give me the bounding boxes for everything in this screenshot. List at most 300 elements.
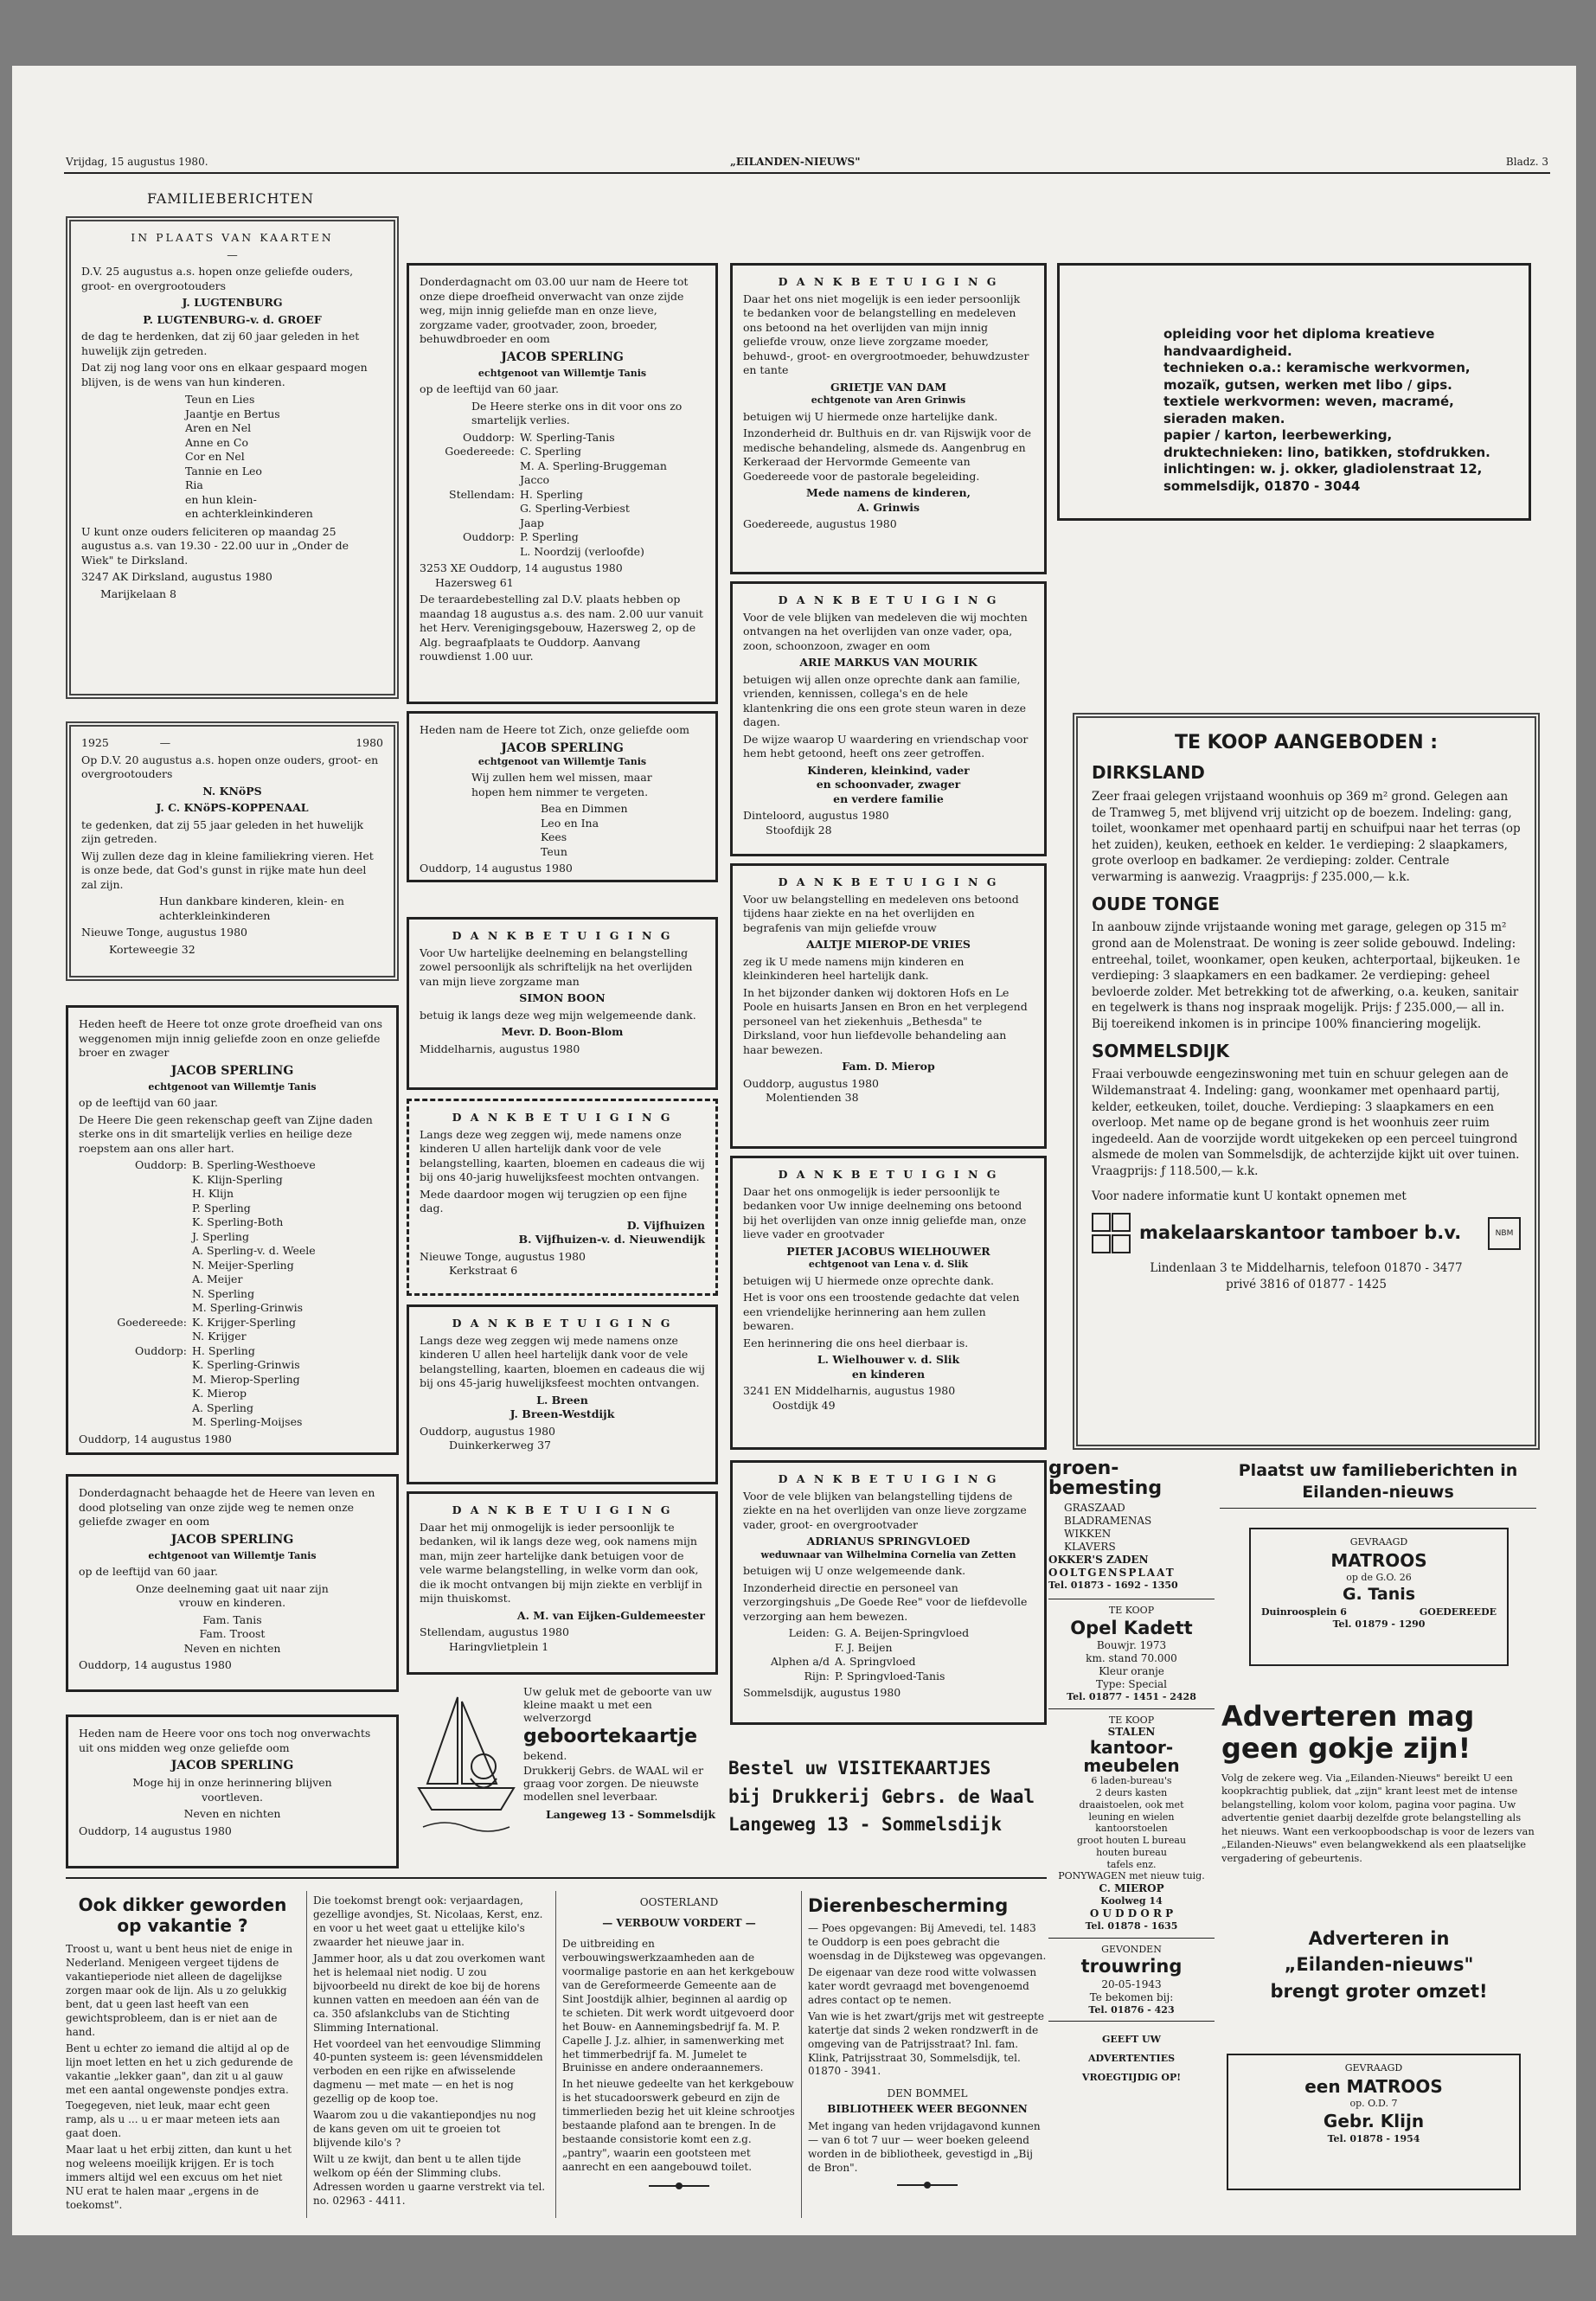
ad-signature: Fam. Troost: [199, 1627, 266, 1641]
thanks-mierop: [730, 863, 1047, 1149]
property-description: Fraai verbouwde eengezinswoning met tuin en schuur gelegen aan de Wildemanstraat 4. Indeling: gang, woonkamer met openhaard partij, kelder, eetkeuken, toilet, douche. Verdieping: 3 slaapkamers en een overloop. Met name op de begane grond is het woonhuis zeer ruim ingedeeld. Aan de voorzijde wordt uitgekeken op een perceel tuingrond alsmede de molen van Sommelsdijk, de achterzijde kijkt uit over tuinen. Vraagprijs: ƒ 118.500,— k.k.: [1092, 1067, 1520, 1179]
family-member: G. Sperling-Verbiest: [520, 502, 630, 516]
family-member: H. Sperling: [520, 487, 583, 501]
ad-text: Daar het ons onmogelijk is ieder persoonlijk te bedanken voor Uw innige deelneming ons betoond bij het overlijden van onze innig geliefde man, onze lieve vader en grootvader: [743, 1184, 1027, 1240]
ad-intro: Heden heeft de Heere tot onze grote droefheid van ons weggenomen mijn innig geliefde zoon en onze geliefde broer en zwager: [79, 1017, 383, 1059]
ad-title: kantoor-: [1089, 1737, 1174, 1759]
ad-subtitle: weduwnaar van Wilhelmina Cornelia van Zetten: [760, 1548, 1016, 1561]
family-place: Stellendam:: [449, 487, 515, 501]
list-item: BLADRAMENAS: [1064, 1515, 1152, 1528]
ad-text: Dat zij nog lang voor ons en elkaar gespaard mogen blijven, is de wens van hun kinderen.: [81, 361, 368, 388]
ad-text: De teraardebestelling zal D.V. plaats hebben op maandag 18 augustus a.s. des nam. 2.00 uur vanuit het Herv. Verenigingsgebouw, Hazersweg 2, op de Alg. begraafplaats te Ouddorp. Aanvang rouwdienst 1.00 uur.: [420, 593, 703, 663]
obituary-sperling-4: [407, 711, 718, 882]
slogan-line: brengt groter omzet!: [1270, 1980, 1488, 2002]
ad-line: Type: Special: [1096, 1677, 1167, 1690]
ad-town: OOLTGENSPLAAT: [1048, 1567, 1176, 1580]
news-rule: [66, 1877, 1047, 1879]
ad-text: De wijze waarop U waardering en vriendschap voor hem hebt getoond, heeft ons zeer getroffen.: [743, 732, 1029, 760]
ad-title: meubelen: [1083, 1755, 1180, 1777]
thanks-grinwis: [730, 263, 1047, 574]
ad-intro: Heden nam de Heere voor ons toch nog onverwachts uit ons midden weg onze geliefde oom: [79, 1727, 371, 1754]
article-title: Dierenbescherming: [808, 1895, 1009, 1916]
promo-title: Adverteren mag geen gokje zijn!: [1221, 1700, 1475, 1765]
article-paragraph: Het voordeel van het eenvoudige Slimming 40-punten systeem is: geen lévensmiddelen verboden en een rijke en afwisselende dagmenu — met mate — en het is nog gezellig op de koop toe.: [313, 2037, 543, 2106]
property-description: Zeer fraai gelegen vrijstaand woonhuis op 369 m² grond. Gelegen aan de Tramweg 5, met blijvend vrij uitzicht op de boezem. Indeling: gang, toilet, woonkamer met openhaard partij en schuifpui naar het terras (op het zuiden), keuken, eethoek en kelder. 1e verdieping: 2 slaapkamers, grote overloop en badkamer. 2e verdieping: zolder. Centrale verwarming is aanwezig. Vraagprijs: ƒ 235.000,— k.k.: [1092, 789, 1521, 885]
ad-intro: Donderdagnacht behaagde het de Heere van leven en dood plotseling van onze zijde weg te nemen onze geliefde zwager en oom: [79, 1486, 375, 1528]
broker-address: Lindenlaan 3 te Middelharnis, telefoon 01870 - 3477: [1150, 1261, 1463, 1276]
ad-line: kantoorstoelen: [1095, 1823, 1168, 1835]
ad-title: geboortekaartje: [523, 1726, 698, 1747]
ad-signature: Neven en nichten: [183, 1807, 281, 1821]
broker-logo-row: [1092, 1213, 1521, 1253]
paper-name: „EILANDEN-NIEUWS": [730, 156, 861, 168]
ad-subtitle: echtgenoot van Lena v. d. Slik: [808, 1259, 969, 1270]
ad-kicker: GEVRAAGD: [1349, 1536, 1408, 1548]
family-member: K. Mierop: [192, 1387, 247, 1400]
family-member: K. Sperling-Grinwis: [192, 1358, 300, 1372]
column-rule: [306, 1891, 307, 2218]
small-ads-column: [1048, 1458, 1215, 2096]
end-ornament-icon: [649, 2182, 709, 2190]
ad-text: Wij zullen hem wel missen, maar hopen hem nimmer te vergeten.: [471, 771, 652, 798]
logo-square: [1112, 1234, 1131, 1253]
list-item: KLAVERS: [1064, 1541, 1116, 1554]
family-notices-promo: Plaatst uw familieberichten in Eilanden-nieuws: [1220, 1460, 1536, 1509]
ad-text: Langs deze weg zeggen wij, mede namens onze kinderen U allen hartelijk dank voor de vele belangstelling, kaarten, bloemen en cadeaus die wij bij ons 40-jarig huwelijksfeest mochten ontvangen.: [420, 1127, 705, 1183]
family-member: M. Sperling-Grinwis: [192, 1301, 304, 1315]
article-paragraph: Die toekomst brengt ook: verjaardagen, gezellige avondjes, St. Nicolaas, Kerst, enz. en voor u het weet gaat u ettelijke kilo's zwaarder het nieuwe jaar in.: [313, 1894, 543, 1948]
ad-title: trouwring: [1080, 1956, 1183, 1977]
ad-kicker: GEVONDEN: [1101, 1943, 1162, 1955]
ad-line: houten bureau: [1096, 1846, 1167, 1858]
ad-signature: en kinderen: [851, 1367, 926, 1381]
office-furniture-ad: [1048, 1709, 1215, 1939]
family-member: B. Sperling-Westhoeve: [192, 1158, 316, 1172]
year-start: 1925: [81, 736, 109, 749]
ad-title: groen-: [1048, 1458, 1119, 1479]
ad-name: JACOB SPERLING: [501, 740, 624, 755]
ad-name: JACOB SPERLING: [170, 1063, 294, 1078]
list-item: Teun: [541, 844, 567, 858]
list-item: Jaantje en Bertus: [185, 407, 280, 420]
article-paragraph: De eigenaar van deze rood witte volwassen kater wordt gevraagd met bovengenoemd adres contact op te nemen.: [808, 1965, 1037, 2006]
ad-phone: Tel. 01877 - 1451 - 2428: [1067, 1690, 1196, 1702]
family-member: P. Sperling: [192, 1201, 251, 1215]
ad-signature: en verdere familie: [833, 792, 944, 805]
ad-address: [1261, 1606, 1497, 1619]
ad-subtitle: echtgenote van Aren Grinwis: [811, 394, 966, 406]
article-paragraph: De uitbreiding en verbouwingswerkzaamheden aan de voormalige pastorie en aan het kerkgebouw van de Gereformeerde Gemeente aan de Sint Joostdijk alhier, beginnen al aardig op te schieten. Dit werk wordt uitgevoerd door het Bouw- en Aannemingsbedrijf fa. M. P. Capelle J. J.z. alhier, in samenwerking met het timmerbedrijf fa. M. Jumelet te Bruinisse en andere onderaannemers.: [562, 1937, 795, 2074]
ad-name: G. Tanis: [1342, 1585, 1416, 1605]
family-group: [743, 1626, 1034, 1655]
ad-age: op de leeftijd van 60 jaar.: [79, 1565, 218, 1579]
article-title: — VERBOUW VORDERT —: [602, 1916, 756, 1929]
ad-kicker: TE KOOP: [1108, 1714, 1155, 1726]
ad-name: J. LUGTENBURG: [182, 296, 283, 309]
ad-age: op de leeftijd van 60 jaar.: [79, 1096, 218, 1110]
wanted-matroos-tanis: [1249, 1528, 1509, 1666]
ad-signature: C. MIEROP: [1099, 1882, 1164, 1895]
list-item: Tannie en Leo: [185, 464, 262, 478]
section-title: FAMILIEBERICHTEN: [147, 190, 314, 207]
ad-subtitle: echtgenoot van Willemtje Tanis: [148, 1549, 317, 1561]
obituary-sperling-main: [407, 263, 718, 704]
article-paragraph: Wilt u ze kwijt, dan bent u te allen tijde welkom op één der Slimming clubs. Adressen worden u gaarne verstrekt via tel. no. 02963 - 4411.: [313, 2153, 546, 2208]
ad-text: Drukkerij Gebrs. de WAAL wil er graag voor zorgen. De nieuwste modellen snel leverbaar.: [523, 1764, 704, 1803]
ad-text: Voor nadere informatie kunt U kontakt opnemen met: [1092, 1189, 1407, 1203]
ad-address: Langeweg 13 - Sommelsdijk: [546, 1808, 715, 1821]
ad-name: J. C. KNöPS-KOPPENAAL: [156, 801, 309, 814]
ad-phone: Tel. 01878 - 1954: [1327, 2132, 1420, 2144]
ad-text: Voor Uw hartelijke deelneming en belangstelling zowel persoonlijk als schriftelijk na het overlijden van mijn lieve zorgzame man: [420, 945, 693, 988]
address-street: Duinroosplein 6: [1261, 1606, 1347, 1618]
family-member: Jacco: [520, 473, 549, 487]
ad-line: technieken o.a.: keramische werkvormen, mozaïk, gutsen, werken met libo / gips.: [1163, 360, 1471, 393]
ad-text: In het bijzonder danken wij doktoren Hofs en Le Poole en huisarts Jansen en Bron en het verplegend personeel van het ziekenhuis „Bethesda" te Dirksland, voor hun liefdevolle behandeling aan haar bewezen.: [743, 985, 1028, 1056]
ad-signature: A. M. van Eijken-Guldemeester: [516, 1608, 705, 1622]
broker-logo-icon: [1092, 1213, 1129, 1253]
ad-name: GRIETJE VAN DAM: [830, 380, 947, 394]
family-member: K. Sperling-Both: [192, 1215, 284, 1229]
year-range: [81, 736, 383, 751]
ad-line: Bestel uw VISITEKAARTJES: [728, 1758, 991, 1779]
ad-text: Onze deelneming gaat uit naar zijn vrouw en kinderen.: [136, 1581, 329, 1610]
ad-text: betuigen wij U hiermede onze hartelijke dank.: [743, 409, 998, 423]
birth-card-text: [523, 1683, 715, 1826]
ad-text: Daar het ons niet mogelijk is een ieder persoonlijk te bedanken voor de belangstelling en medeleven ons betoond na het overlijden van mijn innig geliefde vrouw, onze lieve zorgzame moeder, behuwd-, groot- en overgrootmoeder, behuwdzuster en tante: [743, 292, 1029, 376]
list-item: Anne en Co: [185, 435, 249, 449]
ad-subtitle: STALEN: [1107, 1726, 1156, 1739]
ad-text: Uw geluk met de geboorte van uw kleine maakt u met een welverzorgd: [523, 1685, 712, 1724]
ad-signature: A. Grinwis: [856, 500, 920, 514]
article-paragraph: Jammer hoor, als u dat zou overkomen want het is helemaal niet nodig. U zou bijvoorbeeld nu direkt de koe bij de horens kunnen vatten en meedoen aan één van de ca. 350 afslankclubs van de Stichting Slimming International.: [313, 1952, 546, 2034]
ad-text: de dag te herdenken, dat zij 60 jaar geleden in het huwelijk zijn getreden.: [81, 330, 360, 357]
ad-text: De Heere Die geen rekenschap geeft van Zijne daden sterke ons in dit smartelijk verlies en heilige deze roepstem aan ons aller hart.: [79, 1112, 373, 1155]
ad-text: betuig ik langs deze weg mijn welgemeende dank.: [420, 1008, 696, 1022]
ad-intro: Donderdagnacht om 03.00 uur nam de Heere tot onze diepe droefheid onverwacht van onze zijde weg, mijn innig geliefde man en onze lieve, zorgzame vader, grootvader, zoon, broeder, behuwdbroeder en oom: [420, 275, 689, 345]
ad-text: bekend.: [523, 1749, 567, 1762]
slogan-line: „Eilanden-nieuws": [1284, 1954, 1474, 1976]
family-group: [420, 488, 705, 531]
column-rule: [555, 1891, 556, 2218]
ad-address: 3247 AK Dirksland, augustus 1980: [81, 570, 272, 583]
ad-intro: Heden nam de Heere tot Zich, onze geliefde oom: [420, 723, 689, 736]
ad-line: Bouwjr. 1973: [1096, 1638, 1167, 1651]
ad-signature: Hun dankbare kinderen, klein- en achterkleinkinderen: [159, 894, 344, 922]
family-member: H. Klijn: [192, 1187, 234, 1201]
obituary-sperling-1: [66, 1005, 399, 1455]
family-names: [192, 1344, 302, 1430]
divider: —: [227, 247, 238, 261]
ad-head: D A N K B E T U I G I N G: [778, 275, 999, 288]
ad-address: Sommelsdijk, augustus 1980: [743, 1686, 901, 1700]
family-group: [420, 530, 705, 559]
ad-text: Inzonderheid dr. Bulthuis en dr. van Rijswijk voor de medische behandeling, alsmede ds. Aangenbrug en Kerkeraad der Hervormde Gemeente van Goedereede voor de pastorale begeleiding.: [743, 426, 1032, 483]
ad-address: 3253 XE Ouddorp, 14 augustus 1980: [420, 561, 623, 575]
article-dateline: OOSTERLAND: [639, 1896, 719, 1908]
ad-name: AALTJE MIEROP-DE VRIES: [806, 938, 971, 951]
ad-signature: Fam. Tanis: [202, 1612, 262, 1626]
ad-address: Ouddorp, augustus 1980: [743, 1076, 879, 1090]
birth-card-ad: [407, 1680, 718, 1853]
ad-address: Middelharnis, augustus 1980: [420, 1042, 580, 1055]
ad-intro: Op D.V. 20 augustus a.s. hopen onze ouders, groot- en overgrootouders: [81, 753, 379, 780]
ad-business: OKKER'S ZADEN: [1048, 1554, 1149, 1567]
town-heading: DIRKSLAND: [1092, 762, 1205, 784]
thanks-springvloed: [730, 1460, 1047, 1725]
thanks-van-eijken: [407, 1491, 718, 1675]
article-paragraph: Waarom zou u die vakantiepondjes nu nog de kans geven om uit te groeien tot blijvende kilo's ?: [313, 2109, 536, 2150]
ad-line: opleiding voor het diploma kreatieve handvaardigheid.: [1163, 326, 1435, 359]
ad-address: Koolweg 14: [1100, 1895, 1163, 1907]
ad-address: Ouddorp, augustus 1980: [420, 1424, 555, 1438]
family-member: A. Meijer: [192, 1272, 243, 1286]
ad-text: Een herinnering die ons heel dierbaar is.: [743, 1336, 969, 1349]
column-rule: [801, 1891, 802, 2218]
family-member: K. Klijn-Sperling: [192, 1172, 283, 1186]
ad-line: textiele werkvormen: weven, macramé, sieraden maken.: [1163, 394, 1454, 426]
ad-title: bemesting: [1048, 1477, 1163, 1500]
ad-head: IN PLAATS VAN KAARTEN: [131, 231, 334, 244]
ad-text: Inzonderheid directie en personeel van verzorgingshuis „De Goede Ree" voor de liefdevolle verzorging aan hem bewezen.: [743, 1580, 1028, 1623]
ad-text: betuigen wij U onze welgemeende dank.: [743, 1564, 966, 1578]
family-place: Ouddorp:: [134, 1343, 187, 1357]
ad-address: Duinkerkerweg 37: [449, 1439, 551, 1452]
dash: —: [159, 736, 171, 749]
ad-subtitle: echtgenoot van Willemtje Tanis: [478, 755, 647, 767]
ad-line: PONYWAGEN met nieuw tuig.: [1058, 1870, 1205, 1882]
family-member: M. A. Sperling-Bruggeman: [520, 458, 667, 472]
anniversary-knops: [66, 721, 399, 981]
ad-address: Nieuwe Tonge, augustus 1980: [420, 1249, 586, 1263]
ad-line: inlichtingen: w. j. okker, gladiolenstraat 12, sommelsdijk, 01870 - 3044: [1163, 461, 1483, 494]
family-group: [79, 1158, 386, 1316]
family-group: [79, 1344, 386, 1430]
family-place: Goedereede:: [445, 445, 515, 458]
family-member: N. Meijer-Sperling: [192, 1258, 294, 1272]
ad-signature: en schoonvader, zwager: [816, 778, 961, 791]
list-item: en achterkleinkinderen: [185, 507, 313, 520]
anniversary-lugtenburg: [66, 216, 399, 699]
ad-subtitle: echtgenoot van Willemtje Tanis: [478, 367, 647, 379]
ad-address: Stellendam, augustus 1980: [420, 1625, 569, 1638]
ad-line: Te bekomen bij:: [1089, 1990, 1174, 2003]
list-item: Kees: [541, 830, 567, 844]
nbm-badge-icon: NBM: [1488, 1217, 1521, 1250]
ad-line: ADVERTENTIES: [1087, 2053, 1176, 2065]
ad-subtitle: op. O.D. 7: [1349, 2097, 1398, 2109]
ad-kicker: TE KOOP: [1108, 1604, 1155, 1616]
real-estate-ad: [1073, 713, 1540, 1450]
logo-square: [1092, 1234, 1111, 1253]
advertising-promo: [1221, 1701, 1535, 1865]
ad-address: Haringvlietplein 1: [449, 1639, 549, 1653]
newspaper-page: [12, 66, 1576, 2235]
ad-title: TE KOOP AANGEBODEN :: [1174, 732, 1439, 753]
ad-line: leuning en wielen: [1088, 1811, 1175, 1823]
item-list: [1048, 1502, 1215, 1554]
ad-name: JACOB SPERLING: [501, 349, 624, 364]
thanks-breen: [407, 1304, 718, 1484]
article-dierenbescherming: [808, 1894, 1047, 2189]
family-member: K. Krijger-Sperling: [192, 1315, 297, 1329]
logo-square: [1112, 1213, 1131, 1232]
family-member: F. J. Beijen: [835, 1640, 893, 1654]
ad-line: 6 laden-bureau's: [1091, 1775, 1172, 1787]
thanks-wielhouwer: [730, 1156, 1047, 1450]
ad-address: Ouddorp, 14 augustus 1980: [79, 1823, 232, 1837]
ad-address: Goedereede, augustus 1980: [743, 517, 897, 531]
family-group: [420, 445, 705, 488]
ad-line: 20-05-1943: [1101, 1977, 1162, 1990]
ad-signature: J. Breen-Westdijk: [510, 1407, 615, 1420]
ad-title: Opel Kadett: [1070, 1617, 1193, 1638]
ad-text: betuigen wij U hiermede onze oprechte dank.: [743, 1273, 994, 1287]
ad-age: op de leeftijd van 60 jaar.: [420, 382, 559, 396]
broker-name: makelaarskantoor tamboer b.v.: [1139, 1222, 1462, 1244]
town-heading: SOMMELSDIJK: [1092, 1040, 1230, 1061]
ad-line: groot houten L bureau: [1076, 1835, 1187, 1847]
ad-address: Ouddorp, 14 augustus 1980: [420, 862, 573, 875]
ad-name: ARIE MARKUS VAN MOURIK: [799, 656, 977, 669]
ad-text: zeg ik U mede namens mijn kinderen en kleinkinderen heel hartelijk dank.: [743, 954, 965, 982]
ad-name: SIMON BOON: [519, 991, 606, 1004]
family-member: H. Sperling: [192, 1343, 255, 1357]
thanks-van-mourik: [730, 581, 1047, 856]
ad-head: D A N K B E T U I G I N G: [452, 1111, 673, 1124]
ad-phone: Tel. 01876 - 423: [1088, 2003, 1175, 2016]
ad-signature: L. Breen: [536, 1393, 588, 1407]
ad-text: betuigen wij allen onze oprechte dank aan familie, vrienden, kennissen, collega's en de hele klantenkring die ons een grote steun waren in deze dagen.: [743, 672, 1027, 728]
ad-subtitle: echtgenoot van Willemtje Tanis: [148, 1080, 317, 1093]
ad-line: draaistoelen, ook met: [1079, 1798, 1184, 1811]
ad-name: JACOB SPERLING: [170, 1532, 294, 1547]
ad-head: D A N K B E T U I G I N G: [452, 1503, 673, 1516]
ad-signature: B. Vijfhuizen-v. d. Nieuwendijk: [518, 1233, 705, 1246]
ad-address: Korteweegie 32: [109, 942, 195, 956]
ad-head: D A N K B E T U I G I N G: [778, 875, 999, 888]
article-paragraph: In het nieuwe gedeelte van het kerkgebouw is het stucadoorswerk gebeurd en zijn de timmerlieden bezig het uit kleine schrootjes bestaande plafond aan te brengen. In de bestaande consistorie komt een z.g. „pantry", waarin een gootsteen met aanrecht en een aangebouwd toilet.: [562, 2078, 795, 2174]
article-paragraph: Van wie is het zwart/grijs met wit gestreepte katertje dat sinds 2 weken rondzwerft in de omgeving van de Patrijsstraat? Inl. fam. Klink, Patrijsstraat 30, Sommelsdijk, tel. 01870 - 3941.: [808, 2009, 1045, 2078]
end-ornament-icon: [897, 2181, 958, 2189]
ad-head: D A N K B E T U I G I N G: [778, 1472, 999, 1485]
article-dikker-geworden: [66, 1894, 299, 2215]
early-submission-note: [1048, 2022, 1215, 2096]
list-item: GRASZAAD: [1064, 1502, 1125, 1515]
article-paragraph: Toegegeven, niet leuk, maar echt geen ramp, als u ... u er maar meteen iets aan gaat doen.: [66, 2099, 280, 2140]
ad-address: Ouddorp, 14 augustus 1980: [79, 1432, 232, 1445]
family-place: Ouddorp:: [134, 1158, 187, 1172]
ad-text: Het is voor ons een troostende gedachte dat velen een vriendelijke herinnering aan hem zullen bewaren.: [743, 1291, 1020, 1333]
ad-line: tafels enz.: [1106, 1858, 1157, 1870]
ad-head: D A N K B E T U I G I N G: [452, 929, 673, 942]
ad-line: GEEFT UW: [1102, 2034, 1161, 2046]
ad-signature: Fam. D. Mierop: [842, 1060, 935, 1073]
ad-text: De Heere sterke ons in dit voor ons zo smartelijk verlies.: [471, 399, 683, 427]
opel-kadett-ad: [1048, 1599, 1215, 1709]
list-item: Leo en Ina: [541, 816, 599, 830]
ad-phone: Tel. 01879 - 1290: [1332, 1618, 1426, 1631]
family-names: [192, 1316, 296, 1344]
family-member: A. Sperling-v. d. Weele: [192, 1244, 316, 1258]
ad-signature: Mede namens de kinderen,: [806, 486, 971, 500]
list-item: Bea en Dimmen: [541, 802, 628, 816]
family-member: N. Krijger: [192, 1330, 247, 1343]
promo-text: Volg de zekere weg. Via „Eilanden-Nieuws" bereikt U een koopkrachtig publiek, dat „zijn" krant leest met de intense belangstelling, kolom voor kolom, pagina voor pagina. Uw advertentie geniet daarbij dezelfde grote belangstelling als het nieuws. Want een verkoopboodschap is voor de lezers van „Eilanden-Nieuws" even belangwekkend als een plaatselijke vergadering of gebeurtenis.: [1221, 1771, 1535, 1864]
family-member: A. Springvloed: [835, 1655, 916, 1669]
ad-signature: L. Wielhouwer v. d. Slik: [817, 1353, 960, 1367]
obituary-sperling-2: [66, 1474, 399, 1692]
ad-name: PIETER JACOBUS WIELHOUWER: [786, 1244, 990, 1258]
advertising-slogan: [1223, 1926, 1535, 2004]
list-item: Cor en Nel: [185, 450, 245, 463]
list-item: Ria: [185, 478, 203, 491]
ad-address: Marijkelaan 8: [100, 586, 176, 600]
ad-head: D A N K B E T U I G I N G: [778, 1168, 999, 1181]
article-oosterland: [562, 1896, 796, 2190]
ad-text: Wij zullen deze dag in kleine familiekring vieren. Het is onze bede, dat God's gunst in rijke mate hun deel zal zijn.: [81, 849, 374, 891]
family-place: Goedereede:: [117, 1315, 187, 1329]
ad-name: P. LUGTENBURG-v. d. GROEF: [143, 312, 322, 326]
ad-text: U kunt onze ouders feliciteren op maandag 25 augustus a.s. van 19.30 - 22.00 uur in „Onder de Wiek" te Dirksland.: [81, 524, 349, 567]
crafts-course-ad: [1057, 263, 1531, 521]
ad-line: papier / karton, leerbewerking, druktechnieken: lino, batikken, stofdrukken.: [1163, 427, 1490, 460]
ad-name: Gebr. Klijn: [1323, 2111, 1425, 2132]
business-card-ad: [728, 1754, 1050, 1839]
fertilizer-ad: [1048, 1458, 1215, 1599]
family-member: W. Sperling-Tanis: [520, 430, 615, 444]
ad-line: bij Drukkerij Gebrs. de Waal: [728, 1785, 1035, 1807]
article-paragraph: — Poes opgevangen: Bij Amevedi, tel. 1483 te Ouddorp is een poes gebracht die woensdag in de Dijksteweg was opgevangen.: [808, 1921, 1047, 1962]
property-description: In aanbouw zijnde vrijstaande woning met garage, gelegen op 315 m² grond aan de Molenstraat. De woning is zeer solide gebouwd. Indeling: entreehal, toilet, woonkamer, open keuken, achterportaal, bijkeuken. 1e verdieping: 3 slaapkamers en een badkamer. 2e verdieping: geheel bevloerde zolder. Met betrekking tot de afwerking, o.a. keuken, sanitair en tegelwerk is thans nog inspraak mogelijk. Prijs: ƒ 235.000,— all in. Bij toereikend inkomen is in principe 100% financiering mogelijk.: [1092, 920, 1521, 1032]
ad-address: Kerkstraat 6: [449, 1264, 518, 1277]
article-paragraph: Troost u, want u bent heus niet de enige in Nederland. Menigeen vergeet tijdens de vakantieperiode niet alleen de dagelijkse zorgen maar ook de lijn. Als u zo gelukkig bent, dat u geen last heeft van een gewichtsprobleem, dan is er niet aan de hand.: [66, 1943, 293, 2038]
ad-title: een MATROOS: [1304, 2075, 1443, 2097]
article-title: BIBLIOTHEEK WEER BEGONNEN: [827, 2103, 1028, 2116]
thanks-boon: [407, 917, 718, 1090]
ad-address: Ouddorp, 14 augustus 1980: [79, 1658, 232, 1672]
logo-square: [1092, 1213, 1111, 1232]
ad-kicker: GEVRAAGD: [1344, 2062, 1403, 2073]
list-item: Aren en Nel: [185, 421, 252, 434]
ad-address: Nieuwe Tonge, augustus 1980: [81, 926, 247, 939]
ad-head: D A N K B E T U I G I N G: [778, 593, 999, 606]
ad-line: VROEGTIJDIG OP!: [1081, 2072, 1182, 2084]
article-paragraph: Maar laat u het erbij zitten, dan kunt u het nog weleens moeilijk krijgen. Er is toch immers altijd wel een excuus om het niet NU erat te halen maar „ergens in de toekomst".: [66, 2144, 292, 2212]
ad-signature: D. Vijfhuizen: [626, 1218, 705, 1232]
family-names: [192, 1158, 316, 1316]
thanks-vijfhuizen: [407, 1099, 718, 1296]
slogan-line: Adverteren in: [1308, 1928, 1450, 1949]
ad-name: N. KNöPS: [202, 784, 262, 798]
ad-text: te gedenken, dat zij 55 jaar geleden in het huwelijk zijn getreden.: [81, 817, 364, 845]
family-member: Jaap: [520, 516, 544, 529]
article-dikker-geworden-cont: [313, 1894, 547, 2211]
ad-text: Voor de vele blijken van medeleven die wij mochten ontvangen na het overlijden van onze vader, opa, zoon, schoonzoon, zwager en oom: [743, 610, 1028, 652]
ad-intro: D.V. 25 augustus a.s. hopen onze geliefde ouders, groot- en overgrootouders: [81, 265, 354, 292]
issue-date: Vrijdag, 15 augustus 1980.: [66, 156, 208, 168]
ad-text: Daar het mij onmogelijk is ieder persoonlijk te bedanken, wil ik langs deze weg, ook namens mijn man, mijn zeer hartelijke dank betuigen voor de vele warme belangstelling, in welke vorm dan ook, die ik mocht ontvangen bij mijn ziekte en verblijf in mijn thuiskomst.: [420, 1520, 702, 1605]
signature-list: [420, 802, 705, 859]
ad-address: Molentienden 38: [766, 1091, 859, 1104]
header-rule: [64, 172, 1550, 174]
family-member: N. Sperling: [192, 1286, 255, 1300]
family-member: P. Sperling: [520, 530, 579, 544]
list-item: en hun klein-: [185, 492, 257, 506]
ad-signature: Neven en nichten: [183, 1641, 281, 1655]
year-end: 1980: [356, 736, 383, 749]
family-group: [743, 1655, 1034, 1683]
